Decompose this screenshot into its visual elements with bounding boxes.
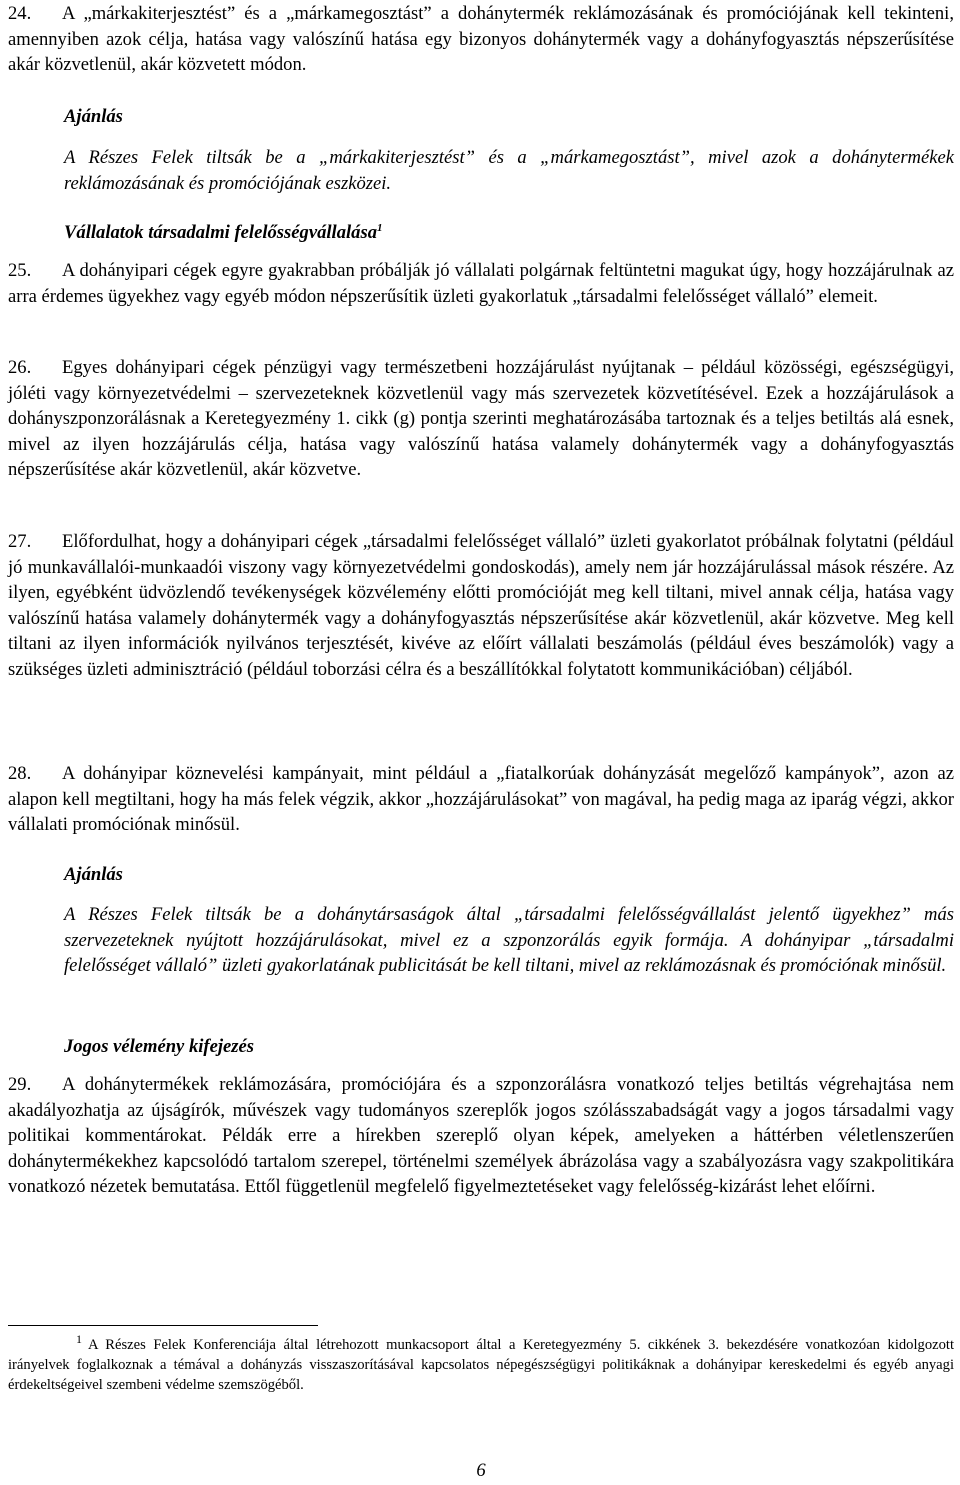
section-title (64, 220, 383, 245)
paragraph-text: A dohánytermékek reklámozására, promóciójára és a szponzorálásra vonatkozó teljes betiltás végrehajtása nem akadályozhatja az újságírók, művészek vagy tudományos szereplők jogos szólásszabadságát vagy a jogos társadalmi vagy politikai kommentárokat. Példák erre a hírekben szereplő olyan képek, amelyeken a háttérben véletlenszerűen dohánytermékekhez kapcsolódó tartalom szerepel, történelmi személyek ábrázolása vagy a szabályozásra vagy szakpolitikára vonatkozó nézetek bemutatása. Ettől függetlenül megfelelő figyelmeztetéseket vagy felelősség-kizárást lehet előírni. (8, 1074, 954, 1197)
paragraph-text: A dohányipar köznevelési kampányait, mint például a „fiatalkorúak dohányzását megelőző kampányok”, azon az alapon kell megtiltani, hogy ha más felek végzik, akkor „hozzájárulásokat” von magával, ha pedig maga az iparág végzi, akkor vállalati promóciónak minősül. (8, 763, 954, 835)
paragraph-number: 25. (8, 260, 32, 281)
footnote-divider (8, 1325, 318, 1326)
section-title-text: Vállalatok társadalmi felelősségvállalása (64, 222, 377, 243)
footnote-reference: 1 (377, 221, 383, 234)
paragraph-number: 26. (8, 357, 32, 378)
paragraph-27 (8, 529, 954, 682)
paragraph-number: 29. (8, 1074, 32, 1095)
paragraph-text: Egyes dohányipari cégek pénzügyi vagy természetbeni hozzájárulást nyújtanak – például közösségi, egészségügyi, jóléti vagy környezetvédelmi – szervezeteknek közvetlenül vagy más szervezetek közvetítésével. Ezek a hozzájárulások a dohányszponzorálásnak a Keretegyezmény 1. cikk (g) pontja szerinti meghatározásába tartoznak és a teljes betiltás alá esnek, mivel az ilyen hozzájárulás célja, hatása vagy valószínű hatása valamely dohánytermék vagy a dohányfogyasztás népszerűsítése akár közvetlenül, akár közvetve. (8, 357, 954, 480)
recommendation-heading: Ajánlás (64, 106, 123, 127)
recommendation-text: A Részes Felek tiltsák be a dohánytársaságok által „társadalmi felelősségvállalást jelentő ügyekhez” más szervezeteknek nyújtott hozzájárulásokat, mivel ez a szponzorálás egyik formája. A dohányipar „társadalmi felelősséget vállaló” üzleti gyakorlatának publicitását be kell tiltani, mivel az reklámozásnak és promóciónak minősül. (64, 904, 954, 976)
paragraph-25 (8, 258, 954, 309)
paragraph-text: A dohányipari cégek egyre gyakrabban próbálják jó vállalati polgárnak feltüntetni magukat úgy, hogy hozzájárulnak az arra érdemes ügyekhez vagy egyéb módon népszerűsítik üzleti gyakorlatuk „társadalmi felelősséget vállaló” elemeit. (8, 260, 954, 307)
footnote-text: A Részes Felek Konferenciája által létrehozott munkacsoport által a Keretegyezmény 5. cikkének 3. bekezdésére vonatkozóan kidolgozott irányelvek foglalkoznak a témával a dohányzás visszaszorításával kapcsolatos népegészségügyi politikáknak a dohányipar kereskedelmi és egyéb anyagi érdekeltségeivel szembeni védelme szemszögéből. (8, 1337, 954, 1393)
recommendation-heading: Ajánlás (64, 864, 123, 885)
paragraph-29 (8, 1072, 954, 1200)
paragraph-26 (8, 355, 954, 483)
paragraph-number: 24. (8, 3, 32, 24)
recommendation-text: A Részes Felek tiltsák be a „márkakiterjesztést” és a „márkamegosztást”, mivel azok a dohánytermékek reklámozásának és promóciójának eszközei. (64, 147, 954, 194)
paragraph-28 (8, 761, 954, 838)
section-title: Jogos vélemény kifejezés (64, 1036, 255, 1057)
page-number: 6 (476, 1460, 486, 1481)
footnote: 1 A Részes Felek Konferenciája által létrehozott munkacsoport által a Keretegyezmény 5. cikkének 3. bekezdésére vonatkozóan kidolgozott irányelvek foglalkoznak a témával a dohányzás visszaszorításával kapcsolatos népegészségügyi politikáknak a dohányipar kereskedelmi és egyéb anyagi érdekeltségeivel szembeni védelme szemszögéből. (8, 1332, 954, 1393)
paragraph-text: Előfordulhat, hogy a dohányipari cégek „társadalmi felelősséget vállaló” üzleti gyakorlatot próbálnak folytatni (például jó munkavállalói-munkaadói viszony vagy környezetvédelmi gondoskodás), amely nem jár hozzájárulással mások részére. Az ilyen, egyébként üdvözlendő tevékenységek közvélemény előtti promócióját meg kell tiltani, mivel annak célja, hatása vagy valószínű hatása valamely dohánytermék vagy a dohányfogyasztás népszerűsítése akár közvetlenül, akár közvetve. Meg kell tiltani az ilyen információk nyilvános terjesztését, kivéve az előírt vállalati beszámolás (például éves beszámolók) vagy a szükséges üzleti adminisztráció (például toborzási célra és a beszállítókkal folytatott kommunikációban) céljából. (8, 531, 954, 680)
paragraph-number: 27. (8, 531, 32, 552)
paragraph-number: 28. (8, 763, 32, 784)
paragraph-24 (8, 1, 954, 78)
paragraph-text: A „márkakiterjesztést” és a „márkamegosztást” a dohánytermék reklámozásának és promóciójának kell tekinteni, amennyiben azok célja, hatása vagy valószínű hatása egy bizonyos dohánytermék vagy a dohányfogyasztás népszerűsítése akár közvetlenül, akár közvetett módon. (8, 3, 954, 75)
